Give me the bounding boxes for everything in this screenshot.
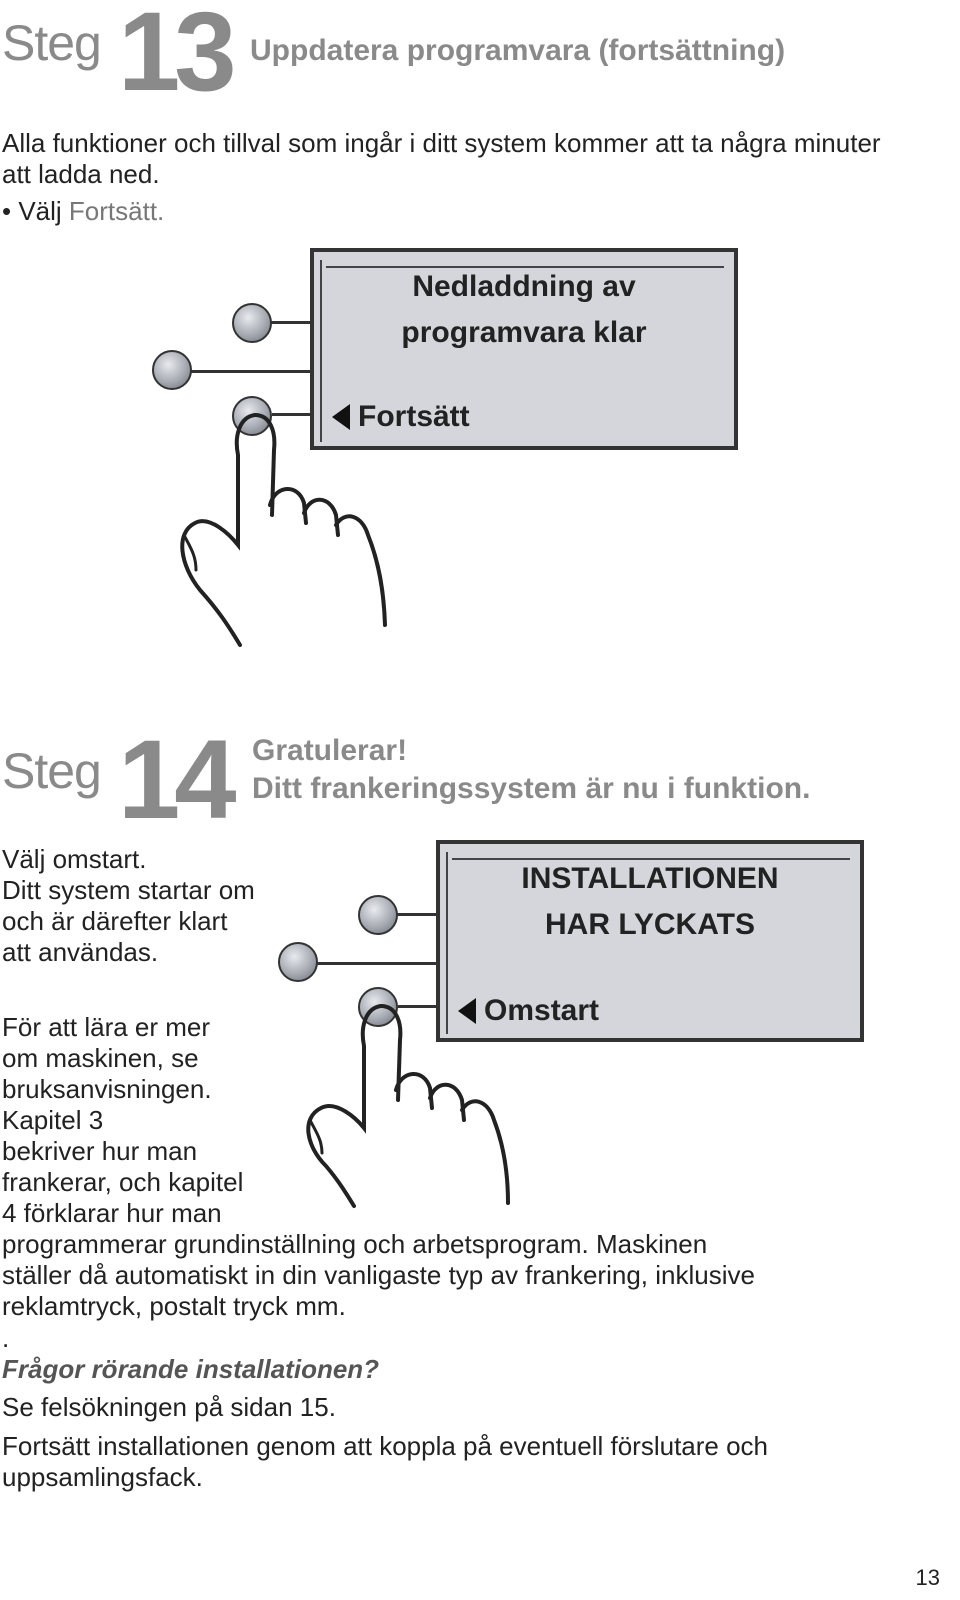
text-line: uppsamlingsfack.: [2, 1462, 203, 1492]
text-line: 4 förklarar hur man: [2, 1198, 222, 1228]
text-line: och är därefter klart: [2, 906, 228, 936]
faq-heading: Frågor rörande installationen?: [2, 1354, 380, 1384]
button-wire: [316, 962, 436, 965]
step-14-number: 14: [118, 717, 231, 842]
step-13-paragraph: Alla funktioner och tillval som ingår i ditt system kommer att ta några minuter att ladda ned.: [2, 128, 881, 189]
continue-link[interactable]: Fortsätt.: [68, 196, 165, 226]
stray-dot: .: [2, 1323, 10, 1353]
display-line-2: HAR LYCKATS: [544, 908, 755, 941]
button-wire: [396, 913, 436, 916]
text-line: frankerar, och kapitel: [2, 1167, 244, 1197]
pointing-hand-icon: [170, 395, 410, 655]
display-line-1: INSTALLATIONEN: [521, 862, 779, 895]
step-14-label: Steg: [2, 743, 101, 799]
step-14-title-2: Ditt frankeringssystem är nu i funktion.: [252, 772, 811, 805]
text-line: Välj omstart.: [2, 844, 147, 874]
text-line: Ditt system startar om: [2, 875, 255, 905]
pointing-hand-icon: [296, 988, 536, 1213]
text-line: ställer då automatiskt in din vanligaste typ av frankering, inklusive: [2, 1260, 755, 1290]
button-wire: [270, 321, 310, 324]
text-line: För att lära er mer: [2, 1012, 211, 1042]
text-line: Fortsätt installationen genom att koppla på eventuell förslutare och: [2, 1431, 769, 1461]
side-button-1[interactable]: [232, 303, 272, 343]
side-button-1[interactable]: [358, 895, 398, 935]
softkey-label: Fortsätt: [358, 400, 470, 433]
bullet-prefix: Välj: [18, 196, 69, 226]
text-line: bruksanvisningen.: [2, 1074, 212, 1104]
button-wire: [190, 370, 310, 373]
step-13-bullet: [2, 196, 164, 227]
text-line: om maskinen, se: [2, 1043, 199, 1073]
side-button-2[interactable]: [152, 350, 192, 390]
side-button-2[interactable]: [278, 942, 318, 982]
text-line: reklamtryck, postalt tryck mm.: [2, 1291, 346, 1321]
step-14-title-1: Gratulerar!: [252, 734, 408, 767]
display-line-1: Nedladdning av: [412, 270, 636, 303]
text-line: bekriver hur man: [2, 1136, 198, 1166]
page-number: 13: [915, 1565, 940, 1590]
final-instruction: [2, 1431, 902, 1493]
step-14-intro: [2, 844, 302, 968]
step-13-title: Uppdatera programvara (fortsättning): [250, 34, 786, 67]
bullet-dot: •: [2, 196, 19, 226]
step-14-full-text: [2, 1229, 902, 1322]
text-line: att användas.: [2, 937, 159, 967]
text-line: Kapitel 3: [2, 1105, 104, 1135]
step-13-number: 13: [118, 0, 231, 114]
step-14-manual-info: [2, 1012, 302, 1229]
display-line-2: programvara klar: [401, 316, 647, 349]
softkey-label: Omstart: [484, 994, 600, 1027]
step-13-label: Steg: [2, 15, 101, 71]
faq-answer: Se felsökningen på sidan 15.: [2, 1392, 336, 1422]
text-line: programmerar grundinställning och arbetsprogram. Maskinen: [2, 1229, 708, 1259]
